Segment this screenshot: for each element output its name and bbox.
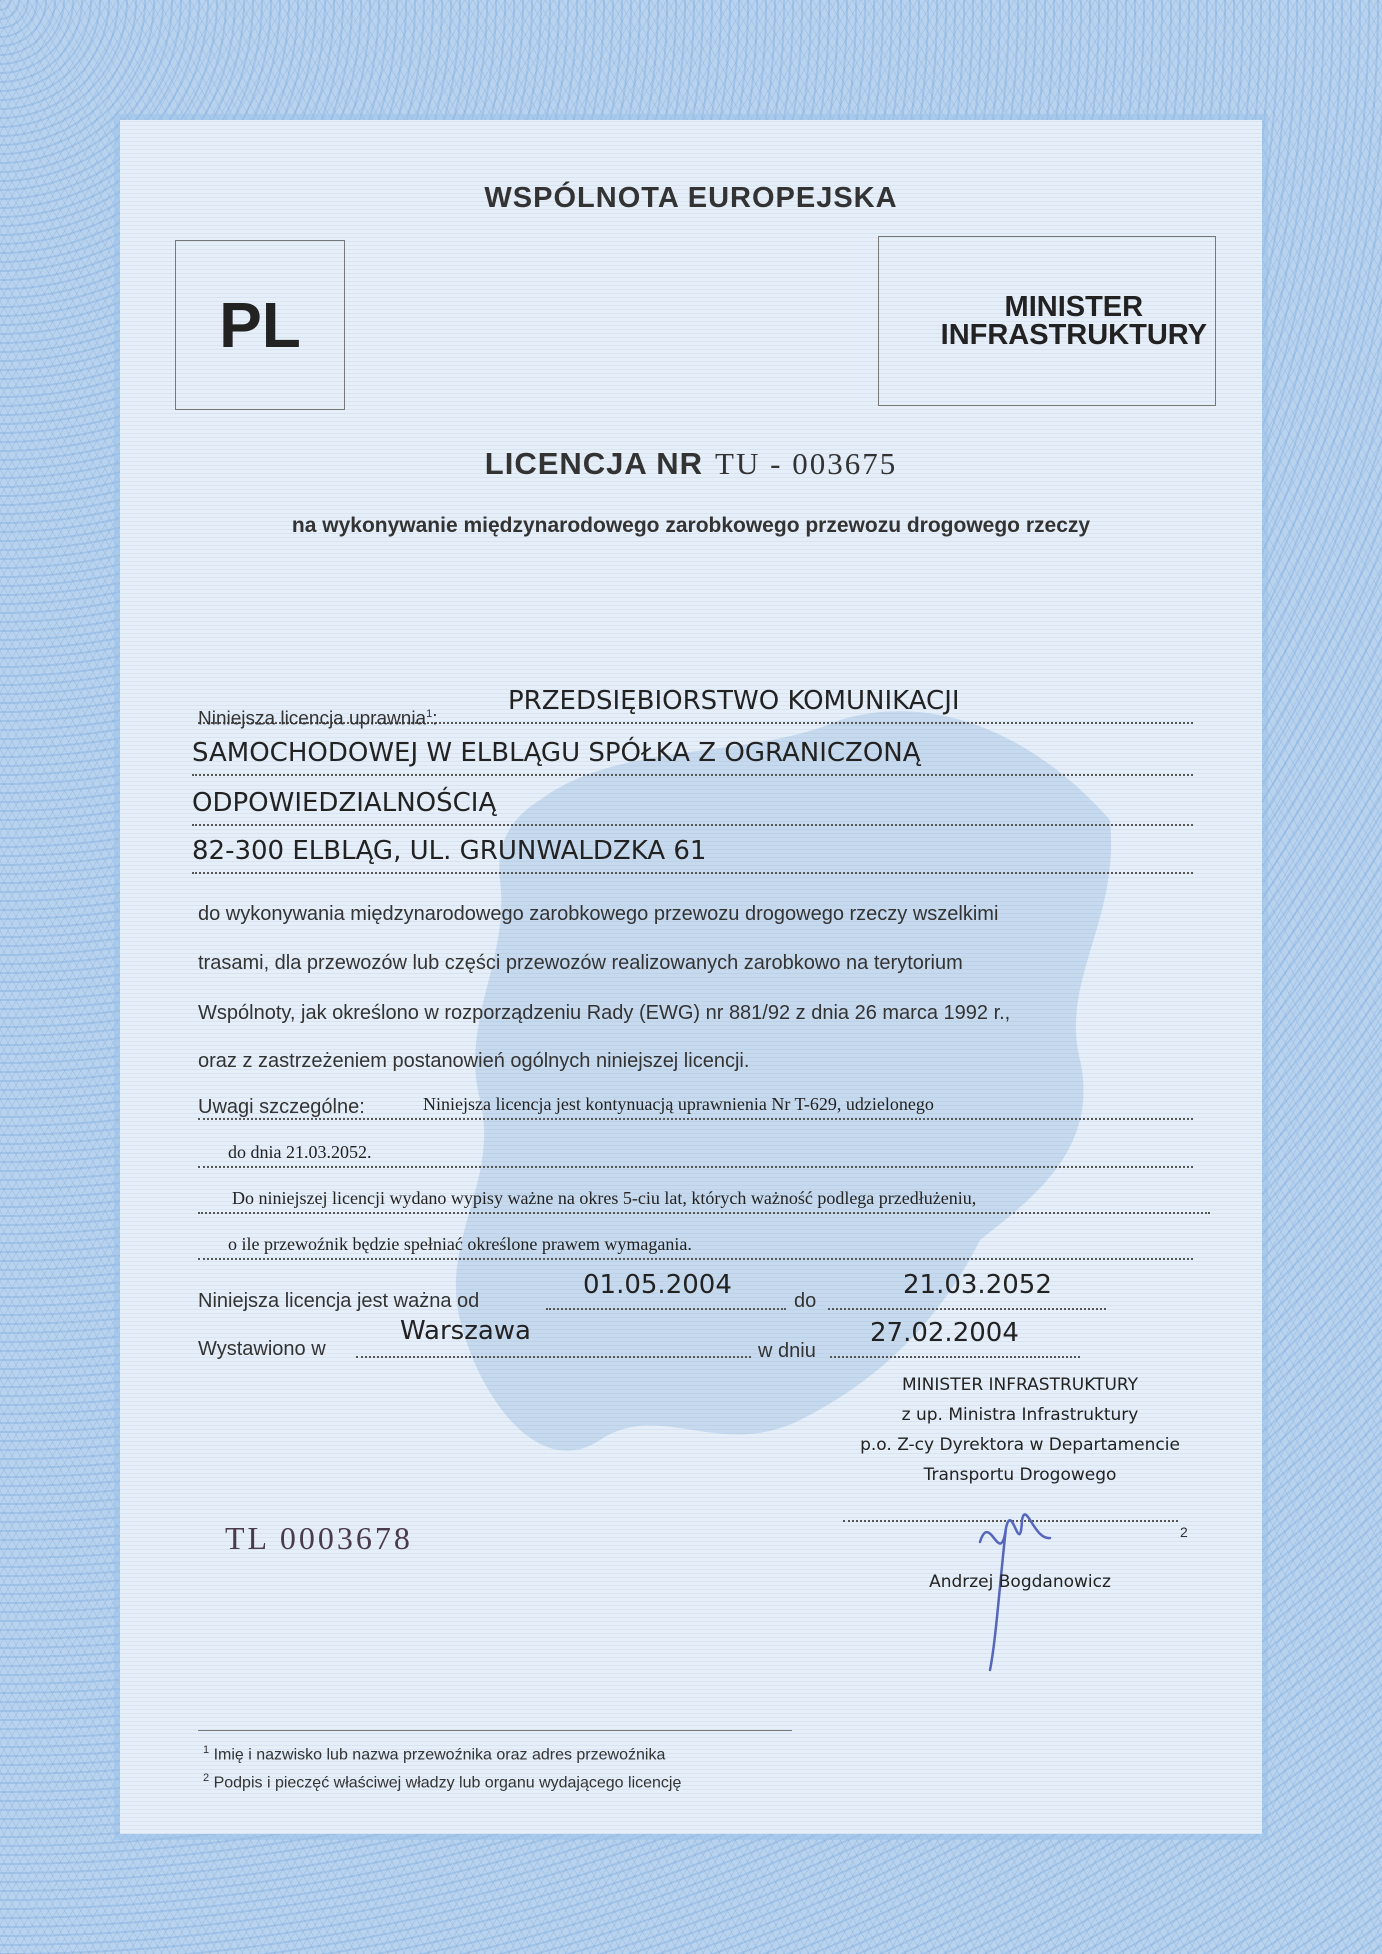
validity-to-label: do: [794, 1290, 817, 1312]
country-code: PL: [219, 289, 301, 361]
signatory-title: MINISTER INFRASTRUKTURY: [902, 1375, 1138, 1395]
remarks-text-3: Do niniejszej licencji wydano wypisy ważne na okres 5-ciu lat, których ważność podlega przedłużeniu,: [232, 1188, 977, 1208]
issuer-box: [878, 236, 1216, 406]
validity-label: Niniejsza licencja jest ważna od: [198, 1290, 480, 1312]
body-line-1: do wykonywania międzynarodowego zarobkowego przewozu drogowego rzeczy wszelkimi: [198, 903, 999, 925]
body-line-3: Wspólnoty, jak określono w rozporządzeniu Rady (EWG) nr 881/92 z dnia 26 marca 1992 r.,: [198, 1002, 1011, 1024]
remarks-line-2: [198, 1142, 1193, 1172]
holder-address-line: [192, 834, 1193, 876]
body-line-2: trasami, dla przewozów lub części przewozów realizowanych zarobkowo na terytorium: [198, 952, 963, 974]
remarks-text-2: do dnia 21.03.2052.: [228, 1142, 372, 1162]
holder-line-3: [192, 784, 1193, 826]
serial-number: TL 0003678: [225, 1520, 413, 1556]
license-subtitle: na wykonywanie międzynarodowego zarobkowego przewozu drogowego rzeczy: [291, 514, 1091, 537]
remarks-line-1: [198, 1094, 1193, 1124]
license-number-heading: LICENCJA NR TU - 003675: [484, 446, 898, 481]
signatory-line-1: z up. Ministra Infrastruktury: [901, 1405, 1139, 1425]
validity-line: [198, 1270, 1193, 1314]
holder-line-1: Niniejsza licencja uprawnia$^1$: PRZEDSIĘBIORSTWO KOMUNIKACJI: [198, 686, 1193, 728]
footnote-2: $^2$ Podpis i pieczęć właściwej władzy lub organu wydającego licencję: [203, 1772, 682, 1792]
remarks-line-3: [198, 1188, 1210, 1218]
holder-name-3: ODPOWIEDZIALNOŚCIĄ: [192, 788, 497, 818]
body-line-4: oraz z zastrzeżeniem postanowień ogólnych niniejszej licencji.: [198, 1050, 750, 1072]
holder-line-2: [192, 736, 1193, 778]
holder-name-2: SAMOCHODOWEJ W ELBLĄGU SPÓŁKA Z OGRANICZONĄ: [192, 738, 921, 768]
issuer-title: MINISTER INFRASTRUKTURY: [940, 291, 1207, 351]
signatory-line-2: p.o. Z-cy Dyrektora w Departamencie: [860, 1435, 1180, 1455]
signatory-name: Andrzej Bogdanowicz: [929, 1572, 1111, 1592]
issued-label: Wystawiono w: [198, 1338, 326, 1360]
valid-to-date: 21.03.2052: [903, 1270, 1052, 1300]
remarks-label: Uwagi szczególne:: [198, 1096, 365, 1118]
holder-label: Niniejsza licencja uprawnia: [198, 708, 427, 730]
holder-address: 82-300 ELBLĄG, UL. GRUNWALDZKA 61: [192, 836, 707, 866]
issued-place: Warszawa: [400, 1316, 531, 1346]
signature-footnote-ref: 2: [1180, 1524, 1188, 1540]
valid-from-date: 01.05.2004: [583, 1270, 732, 1300]
issued-date: 27.02.2004: [870, 1318, 1019, 1348]
remarks-text-1: Niniejsza licencja jest kontynuacją uprawnienia Nr T-629, udzielonego: [423, 1094, 934, 1114]
holder-name-1: PRZEDSIĘBIORSTWO KOMUNIKACJI: [508, 686, 960, 716]
signature-block: [820, 1370, 1220, 1490]
signatory-line-3: Transportu Drogowego: [923, 1465, 1117, 1485]
country-code-box: [175, 240, 345, 410]
remarks-text-4: o ile przewoźnik będzie spełniać określone prawem wymagania.: [228, 1234, 692, 1254]
footnote-divider: [198, 1730, 792, 1731]
remarks-line-4: [198, 1234, 1193, 1264]
footnote-1: $^1$ Imię i nazwisko lub nazwa przewoźnika oraz adres przewoźnika: [203, 1744, 666, 1764]
issued-date-label: w dniu: [758, 1340, 816, 1362]
issued-line: [198, 1316, 1098, 1360]
license-number: TU - 003675: [715, 446, 898, 481]
community-heading: WSPÓLNOTA EUROPEJSKA: [484, 182, 898, 214]
